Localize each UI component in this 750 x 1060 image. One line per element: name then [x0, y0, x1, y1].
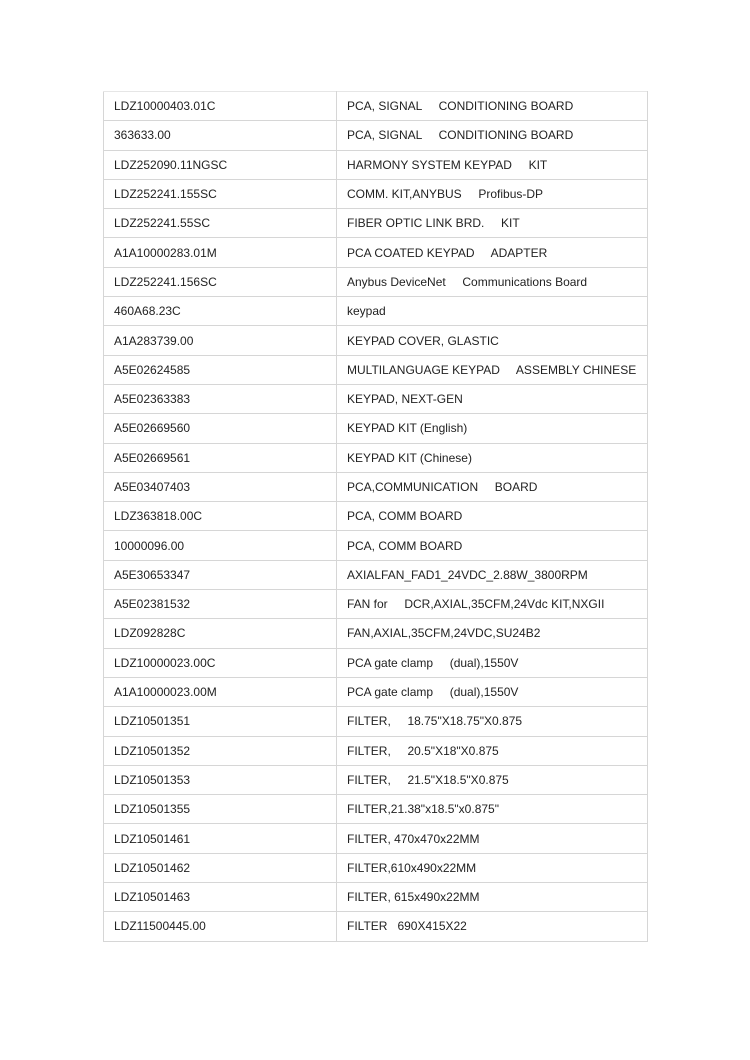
table-row — [104, 795, 648, 824]
description-cell: Anybus DeviceNet Communications Board — [337, 267, 648, 296]
table-row — [104, 765, 648, 794]
part-number-cell: LDZ10501355 — [104, 795, 337, 824]
part-number-cell: A5E02669560 — [104, 414, 337, 443]
part-number-cell: LDZ252241.155SC — [104, 179, 337, 208]
table-row — [104, 384, 648, 413]
description-cell: FILTER,21.38"x18.5"x0.875" — [337, 795, 648, 824]
description-cell: COMM. KIT,ANYBUS Profibus-DP — [337, 179, 648, 208]
table-row — [104, 179, 648, 208]
part-number-cell: A5E30653347 — [104, 560, 337, 589]
part-number-cell: A5E02381532 — [104, 590, 337, 619]
table-row — [104, 443, 648, 472]
description-cell: PCA, COMM BOARD — [337, 531, 648, 560]
part-number-cell: 10000096.00 — [104, 531, 337, 560]
part-number-cell: A5E02669561 — [104, 443, 337, 472]
part-number-cell: 363633.00 — [104, 121, 337, 150]
table-row — [104, 92, 648, 121]
part-number-cell: 460A68.23C — [104, 297, 337, 326]
parts-table — [103, 91, 648, 942]
description-cell: MULTILANGUAGE KEYPAD ASSEMBLY CHINESE — [337, 355, 648, 384]
part-number-cell: LDZ10000023.00C — [104, 648, 337, 677]
table-row — [104, 531, 648, 560]
table-row — [104, 619, 648, 648]
table-row — [104, 707, 648, 736]
part-number-cell: LDZ252241.55SC — [104, 209, 337, 238]
part-number-cell: A5E02624585 — [104, 355, 337, 384]
table-row — [104, 853, 648, 882]
part-number-cell: A1A10000023.00M — [104, 677, 337, 706]
description-cell: PCA gate clamp (dual),1550V — [337, 648, 648, 677]
table-row — [104, 677, 648, 706]
table-row — [104, 121, 648, 150]
description-cell: FILTER, 20.5"X18"X0.875 — [337, 736, 648, 765]
table-row — [104, 355, 648, 384]
description-cell: FILTER, 18.75"X18.75"X0.875 — [337, 707, 648, 736]
description-cell: KEYPAD KIT (Chinese) — [337, 443, 648, 472]
description-cell: KEYPAD COVER, GLASTIC — [337, 326, 648, 355]
table-row — [104, 883, 648, 912]
table-row — [104, 150, 648, 179]
description-cell: PCA COATED KEYPAD ADAPTER — [337, 238, 648, 267]
description-cell: PCA, SIGNAL CONDITIONING BOARD — [337, 121, 648, 150]
part-number-cell: LDZ10501463 — [104, 883, 337, 912]
table-row — [104, 824, 648, 853]
part-number-cell: LDZ10000403.01C — [104, 92, 337, 121]
table-row — [104, 590, 648, 619]
description-cell: FILTER,610x490x22MM — [337, 853, 648, 882]
part-number-cell: LDZ10501351 — [104, 707, 337, 736]
part-number-cell: LDZ10501353 — [104, 765, 337, 794]
part-number-cell: LDZ10501461 — [104, 824, 337, 853]
table-row — [104, 238, 648, 267]
table-row — [104, 502, 648, 531]
table-row — [104, 648, 648, 677]
table-row — [104, 297, 648, 326]
description-cell: PCA, SIGNAL CONDITIONING BOARD — [337, 92, 648, 121]
description-cell: HARMONY SYSTEM KEYPAD KIT — [337, 150, 648, 179]
table-row — [104, 267, 648, 296]
description-cell: FILTER, 615x490x22MM — [337, 883, 648, 912]
part-number-cell: LDZ363818.00C — [104, 502, 337, 531]
part-number-cell: LDZ252090.11NGSC — [104, 150, 337, 179]
part-number-cell: A1A283739.00 — [104, 326, 337, 355]
table-row — [104, 736, 648, 765]
part-number-cell: LDZ11500445.00 — [104, 912, 337, 941]
description-cell: AXIALFAN_FAD1_24VDC_2.88W_3800RPM — [337, 560, 648, 589]
description-cell: KEYPAD, NEXT-GEN — [337, 384, 648, 413]
table-row — [104, 326, 648, 355]
description-cell: PCA,COMMUNICATION BOARD — [337, 472, 648, 501]
part-number-cell: LDZ10501352 — [104, 736, 337, 765]
description-cell: FILTER, 21.5"X18.5"X0.875 — [337, 765, 648, 794]
part-number-cell: LDZ252241.156SC — [104, 267, 337, 296]
part-number-cell: LDZ10501462 — [104, 853, 337, 882]
description-cell: FAN,AXIAL,35CFM,24VDC,SU24B2 — [337, 619, 648, 648]
description-cell: keypad — [337, 297, 648, 326]
part-number-cell: A5E02363383 — [104, 384, 337, 413]
description-cell: FIBER OPTIC LINK BRD. KIT — [337, 209, 648, 238]
table-row — [104, 414, 648, 443]
part-number-cell: A5E03407403 — [104, 472, 337, 501]
table-row — [104, 912, 648, 941]
table-row — [104, 560, 648, 589]
description-cell: KEYPAD KIT (English) — [337, 414, 648, 443]
parts-table-body — [104, 92, 648, 942]
description-cell: FAN for DCR,AXIAL,35CFM,24Vdc KIT,NXGII — [337, 590, 648, 619]
part-number-cell: LDZ092828C — [104, 619, 337, 648]
document-page — [103, 91, 647, 942]
table-row — [104, 472, 648, 501]
part-number-cell: A1A10000283.01M — [104, 238, 337, 267]
description-cell: PCA, COMM BOARD — [337, 502, 648, 531]
description-cell: PCA gate clamp (dual),1550V — [337, 677, 648, 706]
description-cell: FILTER 690X415X22 — [337, 912, 648, 941]
table-row — [104, 209, 648, 238]
description-cell: FILTER, 470x470x22MM — [337, 824, 648, 853]
